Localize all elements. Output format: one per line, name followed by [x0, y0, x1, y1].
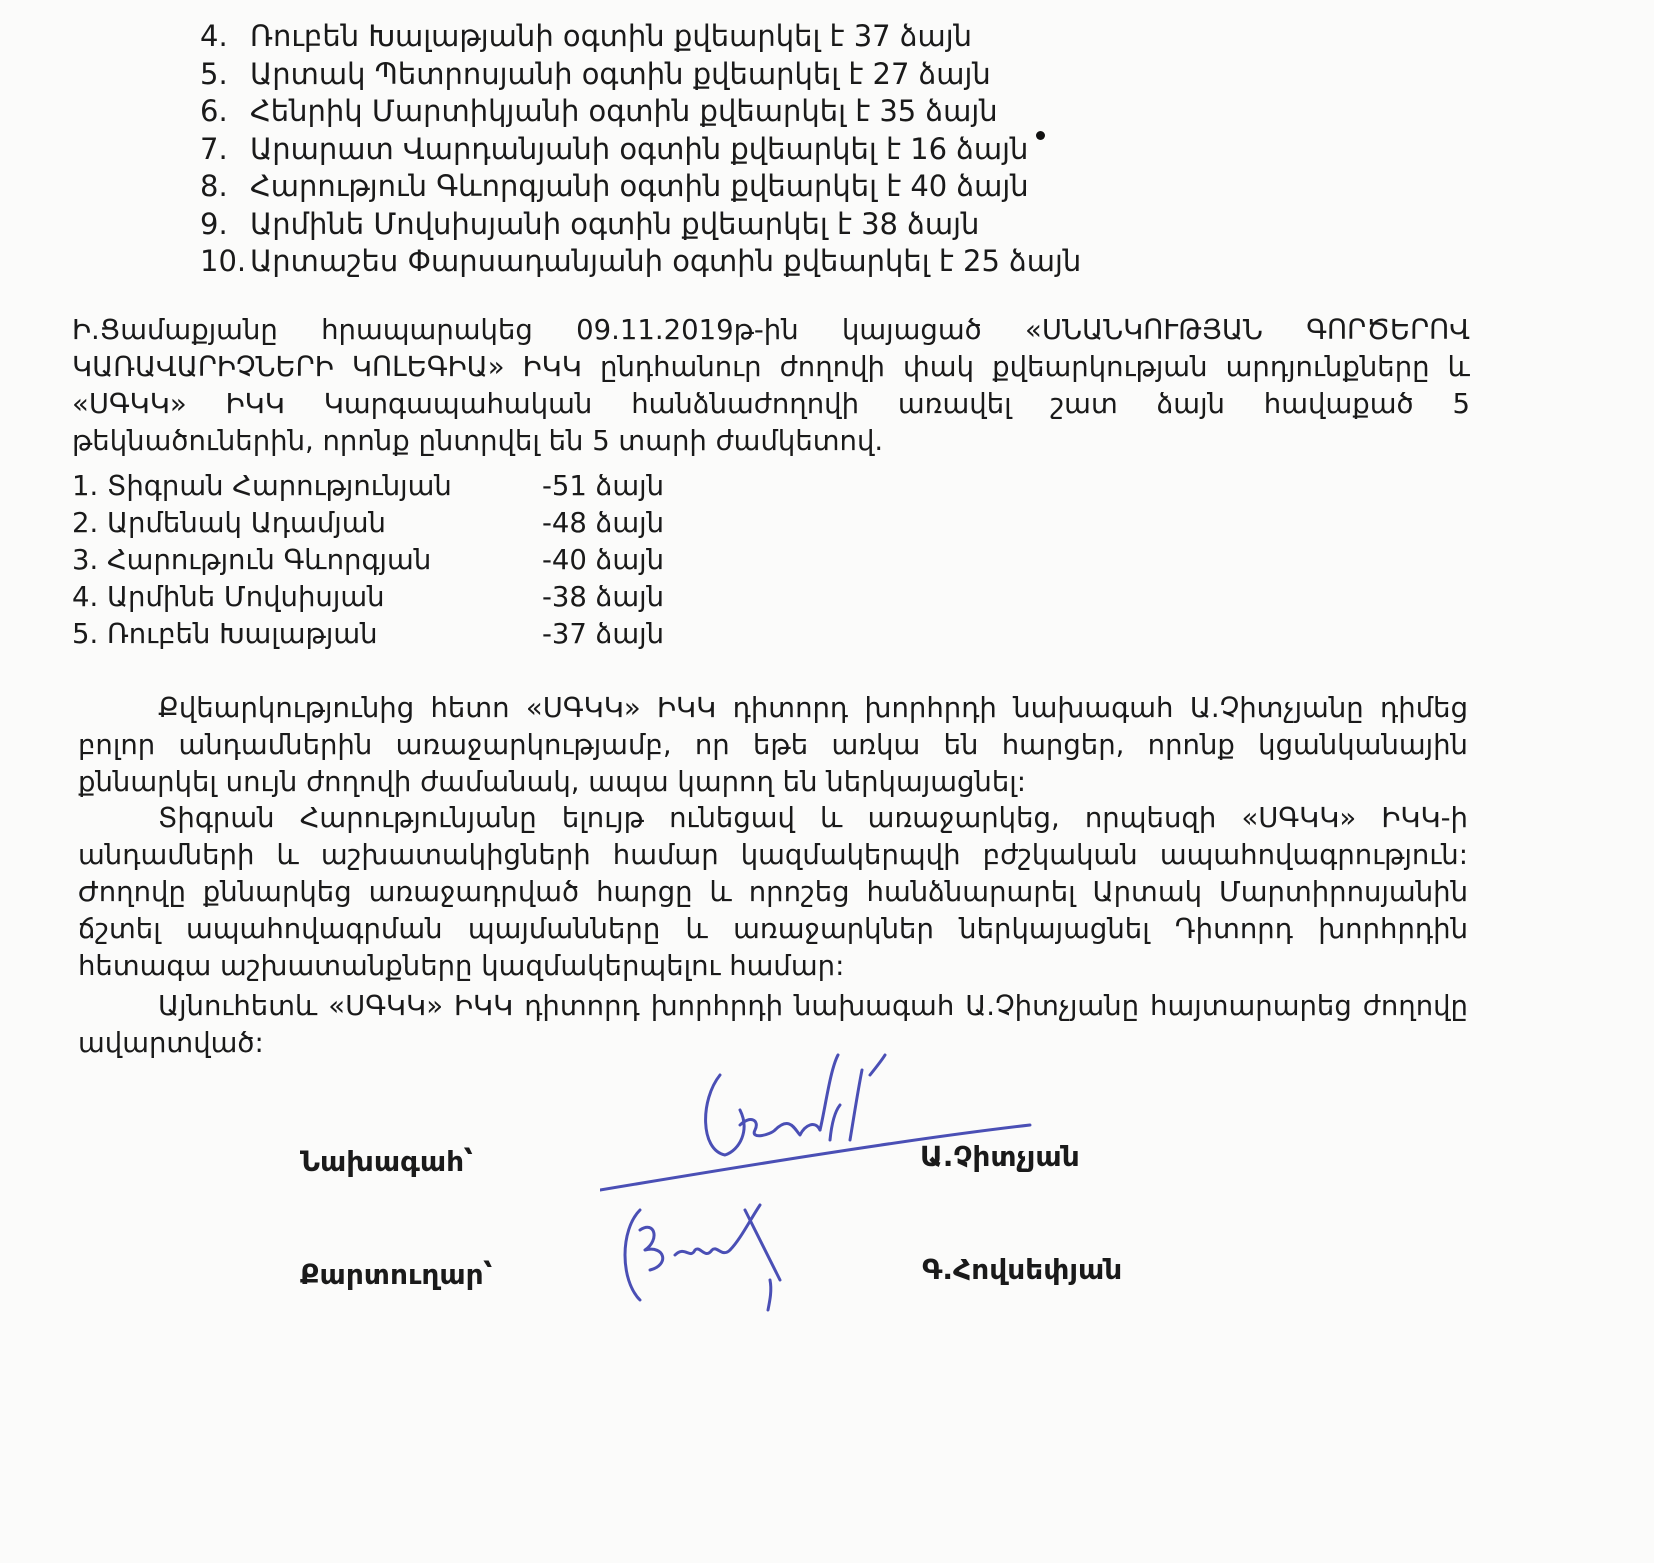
table-row [72, 505, 702, 542]
list-item-text: Արարատ Վարդանյանի օգտին քվեարկել է 16 ձայն [250, 131, 1029, 166]
secretary-signature [620, 1200, 820, 1320]
table-row [72, 616, 702, 653]
chair-label: Նախագահ՝ [300, 1145, 473, 1178]
list-item [200, 206, 1081, 244]
list-item [200, 56, 1081, 94]
table-row [72, 579, 702, 616]
candidate-votes: -51 ձայն [542, 470, 665, 502]
list-item-text: Ռուբեն Խալաթյանի օգտին քվեարկել է 37 ձայն [250, 19, 972, 53]
candidate-name: 1. Տիգրան Հարությունյան [72, 470, 452, 502]
vote-results-list [200, 18, 1081, 281]
list-item [200, 168, 1081, 206]
elected-candidates-list [72, 468, 702, 653]
list-item [200, 243, 1081, 281]
list-item-number: 4. [200, 19, 228, 53]
list-item-text: Արտակ Պետրոսյանի օգտին քվեարկել է 27 ձայն [250, 56, 991, 91]
list-item-number: 10. [200, 244, 247, 278]
candidate-name: 2. Արմենակ Ադամյան [72, 507, 386, 539]
list-item-text: Հենրիկ Մարտիկյանի օգտին քվեարկել է 35 ձայն [250, 94, 998, 128]
candidate-votes: -37 ձայն [542, 618, 665, 650]
candidate-votes: -40 ձայն [542, 544, 665, 576]
candidate-name: 3. Հարություն Գևորգյան [72, 544, 432, 576]
proposal-paragraph: Տիգրան Հարությունյանը ելույթ ունեցավ և առաջարկեց, որպեսզի «ՍԳԿԿ» ԻԿԿ-ի անդամների և աշխատակիցների համար կազմակերպվի բժշկական ապահովագրություն: Ժողովը քննարկեց առաջադրված հարցը և որոշեց հանձնարարել Արտակ Մարտիրոսյանին ճշտել ապահովագրման պայմանները և առաջարկներ ներկայացնել Դիտորդ խորհրդին հետագա աշխատանքները կազմակերպելու համար: [78, 802, 1468, 982]
secretary-label: Քարտուղար՝ [300, 1258, 493, 1291]
list-item-text: Արտաշես Փարսադանյանի օգտին քվեարկել է 25 ձայն [250, 244, 1082, 278]
list-item-number: 9. [200, 206, 228, 241]
candidate-name: 4. Արմինե Մովսիսյան [72, 581, 385, 613]
list-item-number: 6. [200, 94, 228, 128]
after-vote-paragraph: Քվեարկությունից հետո «ՍԳԿԿ» ԻԿԿ դիտորդ խորհրդի նախագահ Ա.Չիտչյանը դիմեց բոլոր անդամներին առաջարկությամբ, որ եթե առկա են հարցեր, որոնք կցանկանային քննարկել սույն ժողովի ժամանակ, ապա կարող են ներկայացնել: [78, 692, 1468, 798]
list-item [200, 131, 1081, 169]
candidate-votes: -38 ձայն [542, 581, 665, 613]
list-item [200, 18, 1081, 56]
list-item-text: Արմինե Մովսիսյանի օգտին քվեարկել է 38 ձայն [250, 206, 980, 241]
list-item-number: 5. [200, 56, 228, 91]
list-item-number: 8. [200, 169, 228, 203]
candidate-name: 5. Ռուբեն Խալաթյան [72, 618, 378, 650]
closing-paragraph: Այնուհետև «ՍԳԿԿ» ԻԿԿ դիտորդ խորհրդի նախագահ Ա.Չիտչյանը հայտարարեց ժողովը ավարտված: [78, 990, 1468, 1059]
table-row [72, 468, 702, 505]
list-item-number: 7. [200, 131, 228, 166]
list-item [200, 93, 1081, 131]
chair-name: Ա.Չիտչյան [920, 1140, 1080, 1173]
candidate-votes: -48 ձայն [542, 507, 665, 539]
intro-paragraph: Ի.Ցամաքյանը հրապարակեց 09.11.2019թ-ին կայացած «ՍՆԱՆԿՈՒԹՅԱՆ ԳՈՐԾԵՐՈՎ ԿԱՌԱՎԱՐԻՉՆԵՐԻ ԿՈԼԵԳԻԱ» ԻԿԿ ընդհանուր ժողովի փակ քվեարկության արդյունքները և «ՍԳԿԿ» ԻԿԿ Կարգապահական հանձնաժողովի առավել շատ ձայն հավաքած 5 թեկնածուներին, որոնք ընտրվել են 5 տարի ժամկետով. [72, 314, 1470, 457]
list-item-text: Հարություն Գևորգյանի օգտին քվեարկել է 40 ձայն [250, 169, 1029, 203]
table-row [72, 542, 702, 579]
ink-dot [1036, 131, 1045, 140]
secretary-name: Գ.Հովսեփյան [922, 1253, 1123, 1286]
